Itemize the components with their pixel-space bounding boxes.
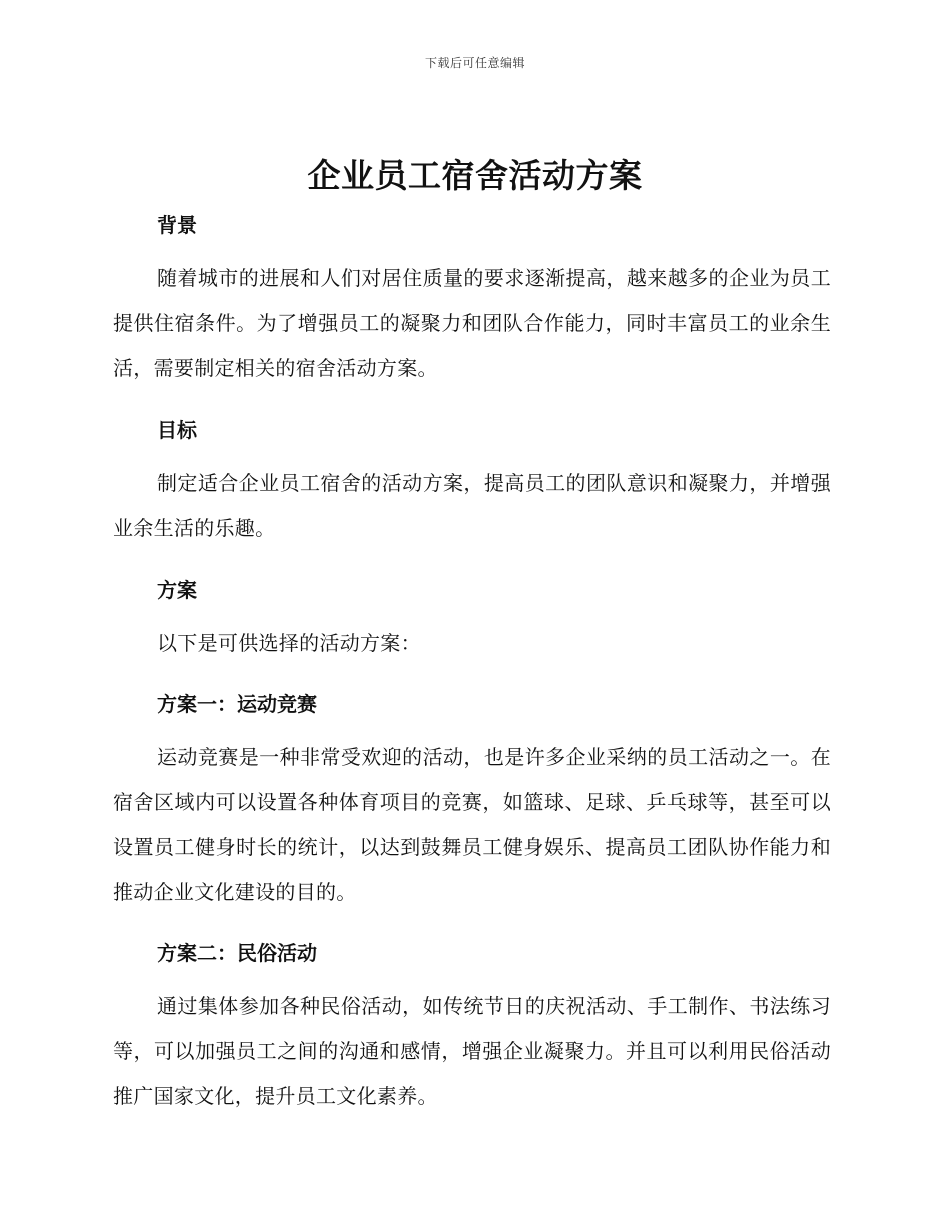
paragraph-plan1: 运动竞赛是一种非常受欢迎的活动，也是许多企业采纳的员工活动之一。在宿舍区域内可以设置各种体育项目的竞赛，如篮球、足球、乒乓球等，甚至可以设置员工健身时长的统计，以达到鼓舞员工健身娱乐、提高员工团队协作能力和推动企业文化建设的目的。 <box>113 745 831 904</box>
section-heading-plan1: 方案一：运动竞赛 <box>157 692 317 716</box>
paragraph-plan2: 通过集体参加各种民俗活动，如传统节日的庆祝活动、手工制作、书法练习等，可以加强员工之间的沟通和感情，增强企业凝聚力。并且可以利用民俗活动推广国家文化，提升员工文化素养。 <box>113 994 831 1108</box>
paragraph-background: 随着城市的进展和人们对居住质量的要求逐渐提高，越来越多的企业为员工提供住宿条件。为了增强员工的凝聚力和团队合作能力，同时丰富员工的业余生活，需要制定相关的宿舍活动方案。 <box>113 266 831 380</box>
paragraph-goal: 制定适合企业员工宿舍的活动方案，提高员工的团队意识和凝聚力，并增强业余生活的乐趣。 <box>113 471 831 540</box>
section-heading-plan2: 方案二：民俗活动 <box>157 941 317 965</box>
header-note: 下载后可任意编辑 <box>424 56 525 70</box>
section-heading-background: 背景 <box>157 213 197 237</box>
document-title: 企业员工宿舍活动方案 <box>307 156 643 195</box>
section-heading-goal: 目标 <box>157 418 197 442</box>
section-heading-plan: 方案 <box>157 578 197 602</box>
paragraph-plan-intro: 以下是可供选择的活动方案： <box>157 631 421 655</box>
